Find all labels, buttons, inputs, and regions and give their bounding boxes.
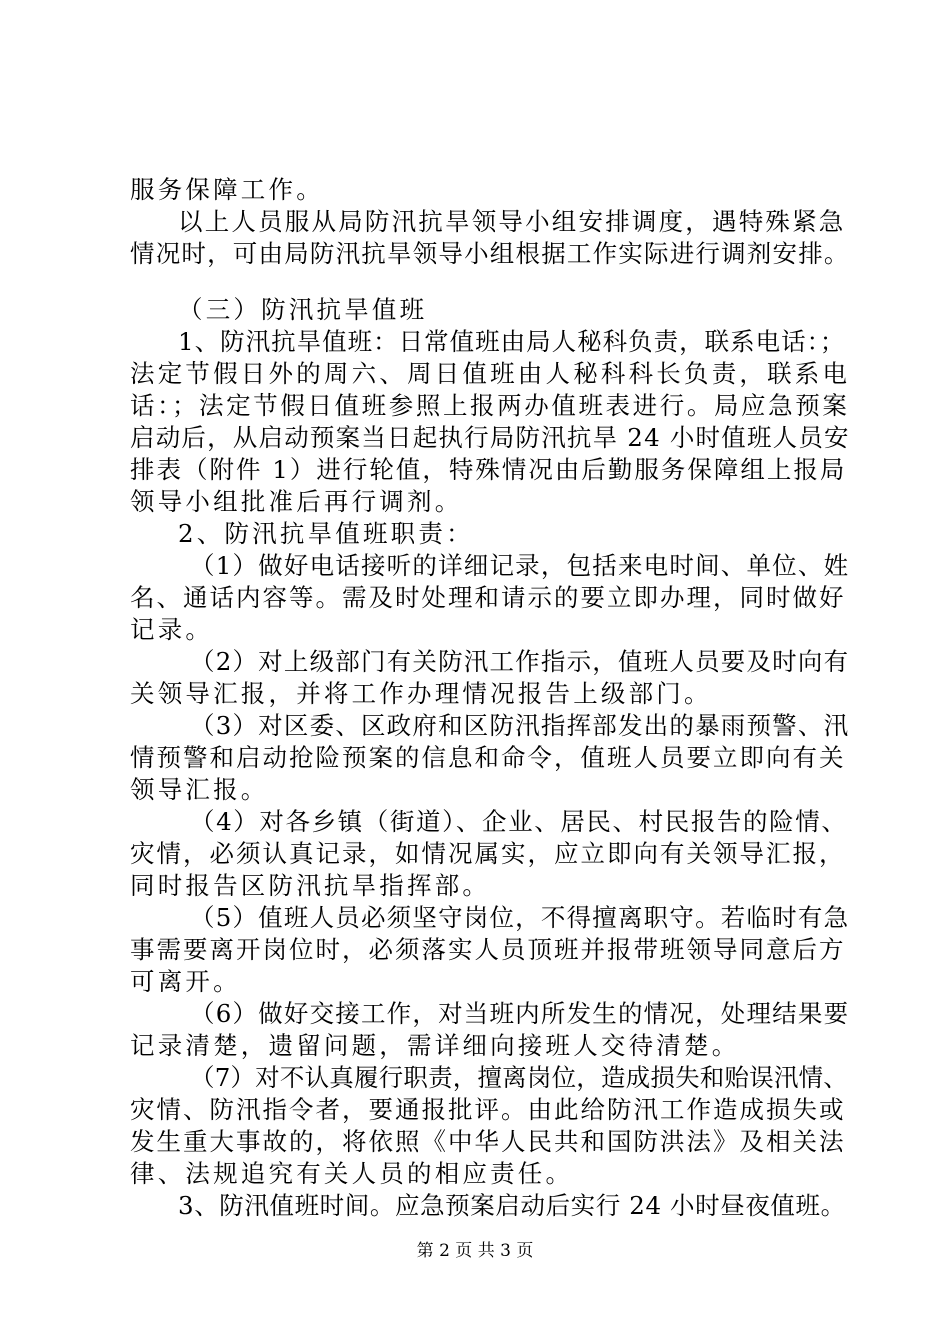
body-line: 律、法规追究有关人员的相应责任。 (130, 1159, 574, 1188)
body-line: 3、防汛值班时间。应急预案启动后实行 24 小时昼夜值班。 (178, 1191, 846, 1220)
body-line: 同时报告区防汛抗旱指挥部。 (130, 871, 491, 900)
body-line: 情况时，可由局防汛抗旱领导小组根据工作实际进行调剂安排。 (130, 239, 850, 268)
body-line: 排表（附件 1）进行轮值，特殊情况由后勤服务保障组上报局 (130, 455, 847, 484)
body-line: （1）做好电话接听的详细记录，包括来电时间、单位、姓 (190, 551, 850, 580)
body-line: 以上人员服从局防汛抗旱领导小组安排调度，遇特殊紧急 (178, 207, 846, 236)
body-line: 领导汇报。 (130, 775, 269, 804)
body-line: 灾情，必须认真记录，如情况属实，应立即向有关领导汇报， (130, 839, 846, 868)
body-line: 法定节假日外的周六、周日值班由人秘科科长负责，联系电 (130, 359, 851, 388)
body-line: 领导小组批准后再行调剂。 (130, 487, 463, 516)
body-line: 记录清楚，遗留问题，需详细向接班人交待清楚。 (130, 1031, 740, 1060)
body-line: 关领导汇报，并将工作办理情况报告上级部门。 (130, 679, 712, 708)
body-line: （3）对区委、区政府和区防汛指挥部发出的暴雨预警、汛 (190, 711, 850, 740)
body-line: 1、防汛抗旱值班：日常值班由局人秘科负责，联系电话：； (178, 327, 846, 356)
body-line: 服务保障工作。 (130, 175, 324, 204)
body-line: （4）对各乡镇（街道）、企业、居民、村民报告的险情、 (190, 807, 848, 836)
body-line: 记录。 (130, 615, 214, 644)
body-line: 名、通话内容等。需及时处理和请示的要立即办理，同时做好 (130, 583, 846, 612)
page-number-footer: 第 2 页 共 3 页 (416, 1241, 534, 1261)
body-line: 发生重大事故的，将依照《中华人民共和国防洪法》及相关法 (130, 1127, 846, 1156)
body-line: （7）对不认真履行职责，擅离岗位，造成损失和贻误汛情、 (190, 1063, 848, 1092)
body-line: 灾情、防汛指令者，要通报批评。由此给防汛工作造成损失或 (130, 1095, 846, 1124)
body-line: 可离开。 (130, 967, 241, 996)
body-line: （2）对上级部门有关防汛工作指示，值班人员要及时向有 (190, 647, 850, 676)
body-line: 2、防汛抗旱值班职责： (178, 519, 474, 548)
body-line: 情预警和启动抢险预案的信息和命令，值班人员要立即向有关 (130, 743, 846, 772)
body-line: （5）值班人员必须坚守岗位，不得擅离职守。若临时有急 (190, 903, 850, 932)
body-line: （6）做好交接工作，对当班内所发生的情况，处理结果要 (190, 999, 850, 1028)
body-line: 启动后，从启动预案当日起执行局防汛抗旱 24 小时值班人员安 (130, 423, 850, 452)
body-line: 事需要离开岗位时，必须落实人员顶班并报带班领导同意后方 (130, 935, 846, 964)
section-heading: （三）防汛抗旱值班 (178, 295, 428, 324)
body-line: 话：；法定节假日值班参照上报两办值班表进行。局应急预案 (130, 391, 850, 420)
